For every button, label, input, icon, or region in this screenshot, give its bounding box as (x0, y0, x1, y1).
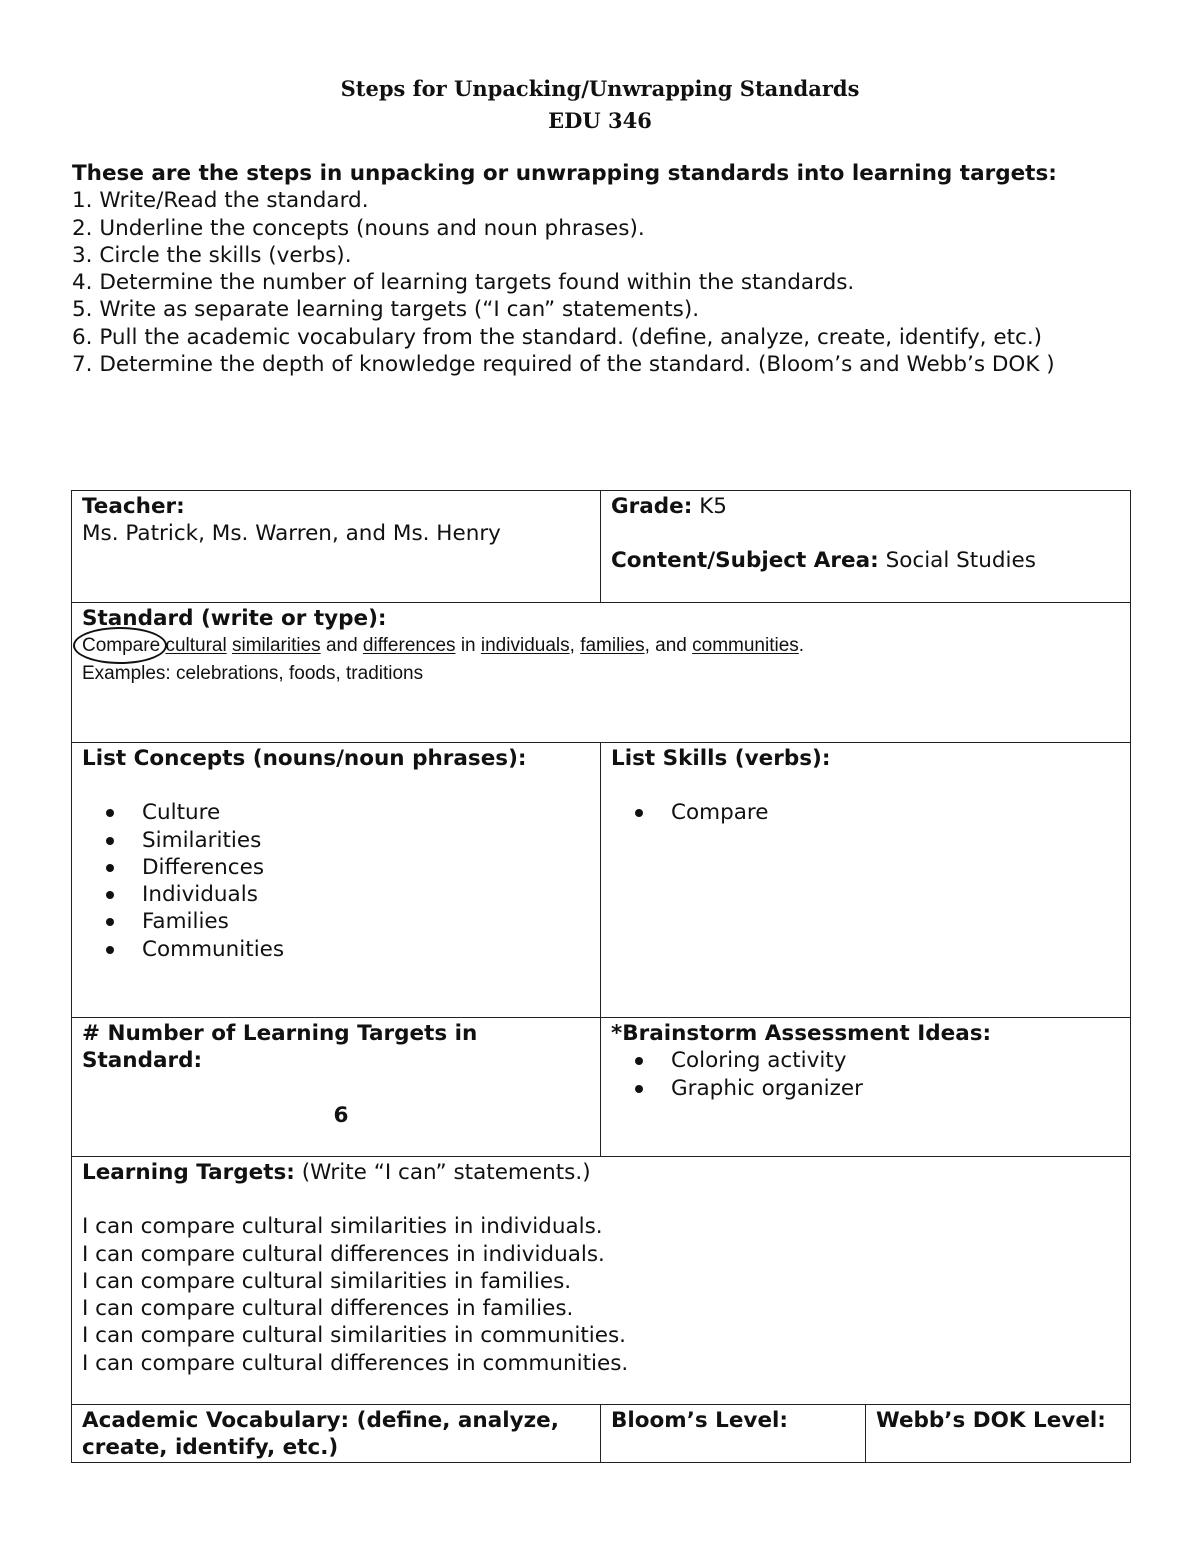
standard-text-part: , and (644, 635, 687, 657)
unpacking-form-table (71, 490, 1131, 1463)
step-item: 1. Write/Read the standard. (72, 188, 369, 214)
instructions (72, 160, 1132, 378)
concept-underline: cultural (165, 635, 227, 657)
learning-targets-label: Learning Targets: (82, 1160, 295, 1185)
dok-label: Webb’s DOK Level: (876, 1408, 1106, 1433)
skill-item: Compare (671, 799, 1120, 826)
blooms-cell (601, 1405, 866, 1463)
blooms-label: Bloom’s Level: (611, 1408, 788, 1433)
document-title: Steps for Unpacking/Unwrapping Standards (340, 76, 860, 101)
concept-item: Similarities (142, 827, 590, 854)
targets-count-value: 6 (333, 1102, 349, 1128)
learning-targets-cell (72, 1157, 1131, 1405)
skills-list (611, 799, 1120, 826)
teacher-label: Teacher: (82, 494, 185, 519)
step-item: 5. Write as separate learning targets (“I can” statements). (72, 297, 700, 323)
standard-text-part: in (460, 635, 476, 657)
circled-skill: Compare (82, 632, 160, 660)
assessment-list (611, 1047, 1120, 1102)
learning-targets-hint: (Write “I can” statements.) (301, 1160, 591, 1185)
concept-item: Communities (142, 936, 590, 963)
skills-cell (601, 743, 1131, 1018)
instructions-lead: These are the steps in unpacking or unwrapping standards into learning targets: (72, 161, 1057, 186)
teacher-value: Ms. Patrick, Ms. Warren, and Ms. Henry (82, 521, 501, 547)
steps-list (72, 187, 1132, 378)
assessment-label: *Brainstorm Assessment Ideas: (611, 1021, 992, 1046)
standard-label: Standard (write or type): (82, 606, 387, 631)
learning-target: I can compare cultural similarities in families. (82, 1268, 572, 1294)
learning-target: I can compare cultural differences in communities. (82, 1350, 629, 1376)
dok-cell (866, 1405, 1131, 1463)
grade-subject-cell (601, 491, 1131, 603)
subject-value: Social Studies (885, 548, 1036, 574)
vocabulary-label: Academic Vocabulary: (define, analyze, create, identify, etc.) (82, 1408, 559, 1461)
standard-text (82, 632, 1120, 660)
targets-count-cell (72, 1018, 601, 1157)
concept-underline: individuals (480, 635, 570, 657)
learning-target: I can compare cultural differences in individuals. (82, 1241, 605, 1267)
step-item: 6. Pull the academic vocabulary from the standard. (define, analyze, create, identify, etc.) (72, 324, 1043, 350)
standard-text-part: . (798, 635, 805, 657)
concept-underline: similarities (231, 635, 321, 657)
concept-item: Individuals (142, 881, 590, 908)
step-item: 7. Determine the depth of knowledge required of the standard. (Bloom’s and Webb’s DOK ) (72, 352, 1055, 378)
assessment-item: Graphic organizer (671, 1075, 1120, 1102)
standard-text-part: and (325, 635, 358, 657)
targets-count-label: # Number of Learning Targets in Standard: (82, 1021, 478, 1074)
assessment-cell (601, 1018, 1131, 1157)
concepts-cell (72, 743, 601, 1018)
step-item: 2. Underline the concepts (nouns and noun phrases). (72, 215, 645, 241)
standard-examples: Examples: celebrations, foods, traditions (82, 663, 424, 685)
concepts-list (82, 799, 590, 963)
step-item: 4. Determine the number of learning targets found within the standards. (72, 270, 855, 296)
grade-value: K5 (699, 494, 727, 519)
skills-label: List Skills (verbs): (611, 746, 831, 771)
concept-underline: communities (692, 635, 799, 657)
concept-underline: differences (362, 635, 456, 657)
assessment-item: Coloring activity (671, 1047, 1120, 1074)
subject-label: Content/Subject Area: (611, 548, 879, 574)
step-item: 3. Circle the skills (verbs). (72, 242, 352, 268)
concept-item: Families (142, 908, 590, 935)
teacher-cell (72, 491, 601, 603)
concept-item: Culture (142, 799, 590, 826)
concepts-label: List Concepts (nouns/noun phrases): (82, 746, 527, 771)
vocabulary-cell (72, 1405, 601, 1463)
standard-cell (72, 603, 1131, 743)
concept-underline: families (580, 635, 645, 657)
standard-text-part: , (569, 635, 575, 657)
course-code: EDU 346 (548, 108, 652, 133)
concept-item: Differences (142, 854, 590, 881)
learning-target: I can compare cultural differences in families. (82, 1296, 574, 1322)
learning-target: I can compare cultural similarities in individuals. (82, 1214, 603, 1240)
grade-label: Grade: (611, 494, 693, 519)
learning-target: I can compare cultural similarities in communities. (82, 1323, 627, 1349)
